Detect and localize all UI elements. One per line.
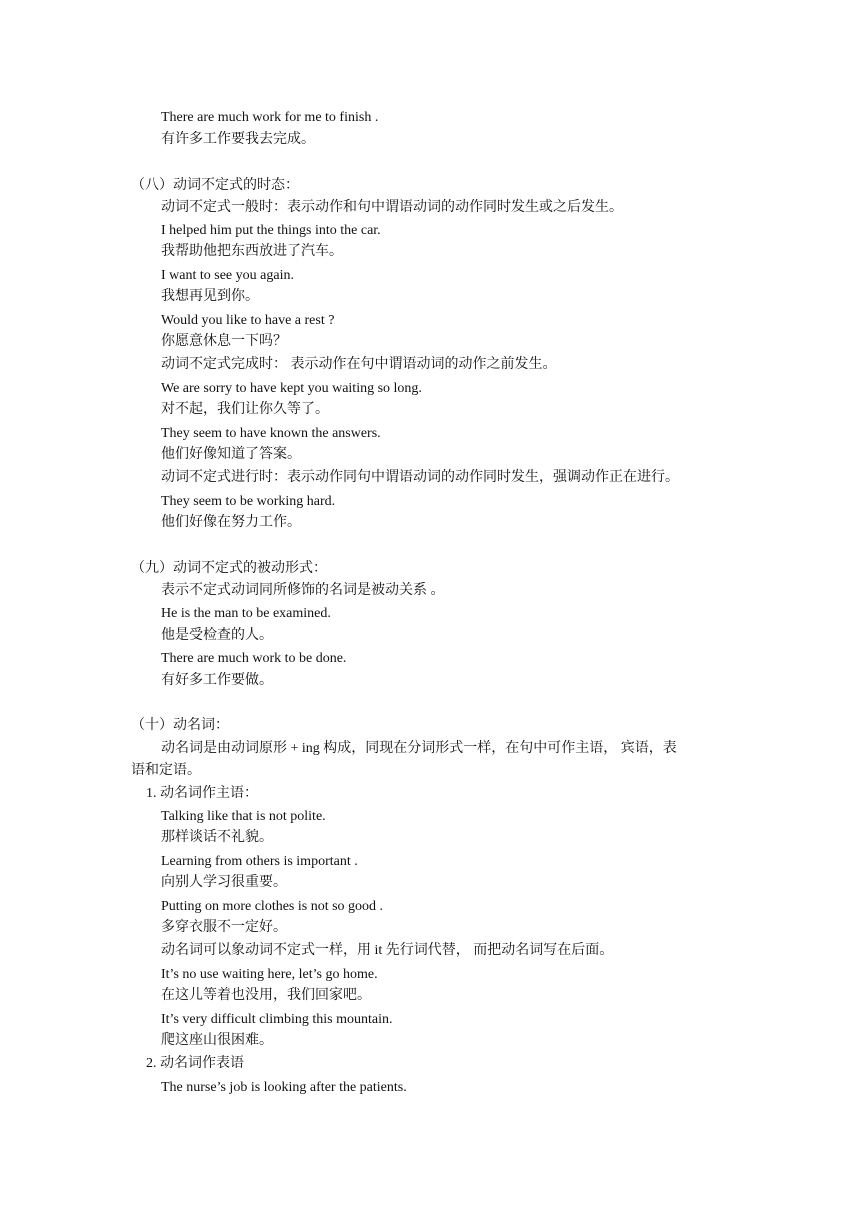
example-sentence-en: They seem to have known the answers.	[161, 426, 381, 441]
example-sentence-en: There are much work for me to finish .	[161, 110, 379, 125]
example-translation-zh: 他们好像知道了答案。	[161, 447, 301, 462]
subheading-gerund-subject: 1. 动名词作主语：	[146, 786, 258, 801]
section-heading-8: （八）动词不定式的时态：	[131, 178, 299, 193]
example-sentence-en: They seem to be working hard.	[161, 494, 336, 509]
example-sentence-en: Talking like that is not polite.	[161, 809, 326, 824]
example-translation-zh: 我想再见到你。	[161, 289, 259, 304]
example-translation-zh: 有好多工作要做。	[161, 673, 273, 688]
example-sentence-en: Putting on more clothes is not so good .	[161, 899, 384, 914]
example-translation-zh: 在这儿等着也没用，我们回家吧。	[161, 988, 371, 1003]
example-sentence-en: Learning from others is important .	[161, 854, 358, 869]
section-heading-9: （九）动词不定式的被动形式：	[131, 561, 327, 576]
example-sentence-en: I helped him put the things into the car.	[161, 223, 381, 238]
rule-simple-tense: 动词不定式一般时：表示动作和句中谓语动词的动作同时发生或之后发生。	[161, 200, 623, 215]
example-sentence-en: Would you like to have a rest ?	[161, 313, 335, 328]
example-sentence-en: It’s no use waiting here, let’s go home.	[161, 967, 378, 982]
example-translation-zh: 有许多工作要我去完成。	[161, 132, 315, 147]
example-translation-zh: 你愿意休息一下吗？	[161, 334, 287, 349]
example-sentence-en: We are sorry to have kept you waiting so long.	[161, 381, 422, 396]
example-sentence-en: It’s very difficult climbing this mountain.	[161, 1012, 393, 1027]
rule-it-placeholder: 动名词可以象动词不定式一样，用 it 先行词代替， 而把动名词写在后面。	[161, 943, 614, 958]
subheading-gerund-predicative: 2. 动名词作表语	[146, 1056, 244, 1071]
example-translation-zh: 向别人学习很重要。	[161, 875, 287, 890]
example-translation-zh: 多穿衣服不一定好。	[161, 920, 287, 935]
example-sentence-en: There are much work to be done.	[161, 651, 347, 666]
example-translation-zh: 他们好像在努力工作。	[161, 515, 301, 530]
example-translation-zh: 对不起，我们让你久等了。	[161, 402, 329, 417]
example-translation-zh: 那样谈话不礼貌。	[161, 830, 273, 845]
rule-perfect-tense: 动词不定式完成时： 表示动作在句中谓语动词的动作之前发生。	[161, 357, 557, 372]
example-sentence-en: He is the man to be examined.	[161, 606, 331, 621]
gerund-intro-line1: 动名词是由动词原形 + ing 构成，同现在分词形式一样，在句中可作主语， 宾语，表	[161, 741, 677, 756]
gerund-intro-line2: 语和定语。	[131, 763, 201, 778]
example-sentence-en: I want to see you again.	[161, 268, 294, 283]
rule-progressive-tense: 动词不定式进行时：表示动作同句中谓语动词的动作同时发生，强调动作正在进行。	[161, 470, 679, 485]
example-translation-zh: 爬这座山很困难。	[161, 1033, 273, 1048]
example-translation-zh: 我帮助他把东西放进了汽车。	[161, 244, 343, 259]
rule-passive: 表示不定式动词同所修饰的名词是被动关系 。	[161, 583, 445, 598]
section-heading-10: （十）动名词：	[131, 718, 229, 733]
example-sentence-en: The nurse’s job is looking after the patients.	[161, 1080, 407, 1095]
example-translation-zh: 他是受检查的人。	[161, 628, 273, 643]
